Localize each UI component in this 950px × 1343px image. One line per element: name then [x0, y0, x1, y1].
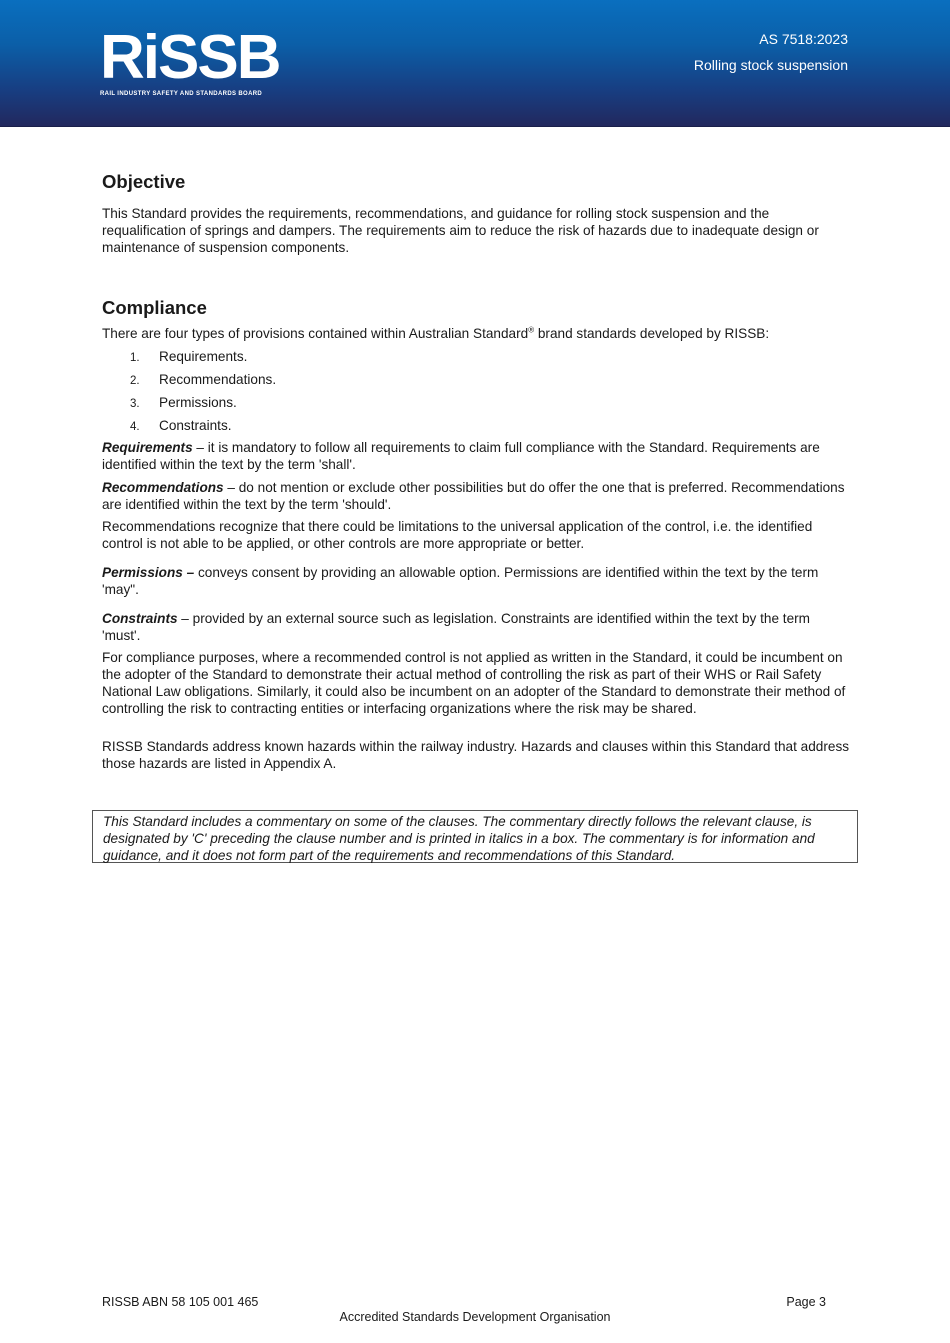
objective-text: This Standard provides the requirements, recommendations, and guidance for rolling stock suspension and the requalification of springs and dampers. The requirements aim to reduce the risk of hazards due to inadequate design or maintenance of suspension components. [102, 206, 819, 255]
recommendations-term: Recommendations [102, 480, 224, 495]
recommendations-note: Recommendations recognize that there could be limitations to the universal application of the control, i.e. the identified control is not able to be applied, or other controls are more appropriate or better. [102, 519, 813, 551]
intro-text-end: brand standards developed by RISSB: [534, 326, 770, 341]
compliance-intro [102, 325, 850, 342]
intro-text: There are four types of provisions contained within Australian Standard [102, 326, 529, 341]
footer-organisation: Accredited Standards Development Organisation [339, 1310, 611, 1324]
permissions-term: Permissions – [102, 565, 195, 580]
standard-title: Rolling stock suspension [693, 57, 848, 73]
constraints-term: Constraints [102, 611, 178, 626]
logo-wordmark: RiSSB [100, 23, 280, 92]
compliance-heading: Compliance [102, 297, 207, 318]
rissb-logo [100, 23, 280, 97]
recommendations-paragraph: Recommendations – do not mention or exclude other possibilities but do offer the one that is preferred. Recommendations are identified within the text by the term 'should'. [102, 480, 845, 512]
list-item: 3. Permissions. [130, 395, 237, 410]
footer-abn: RISSB ABN 58 105 001 465 [102, 1295, 259, 1309]
objective-heading: Objective [102, 171, 186, 192]
list-item: 1. Requirements. [130, 349, 248, 364]
list-item: 2. Recommendations. [130, 372, 277, 387]
requirements-term: Requirements [102, 440, 193, 455]
list-item: 4. Constraints. [130, 418, 232, 433]
constraints-paragraph: Constraints – provided by an external source such as legislation. Constraints are identified within the text by the term 'must'. [102, 611, 810, 643]
registered-mark: ® [528, 325, 535, 335]
logo-tagline: RAIL INDUSTRY SAFETY AND STANDARDS BOARD [100, 91, 263, 97]
standard-code: AS 7518:2023 [759, 31, 848, 47]
compliance-purposes-paragraph: For compliance purposes, where a recommended control is not applied as written in the Standard, it could be incumbent on the adopter of the Standard to demonstrate their actual method of controlling the risk as part of their WHS or Rail Safety National Law obligations. Similarly, it could also be incumbent on an adopter of the Standard to demonstrate their method of controlling the risk to contracting entities or interfacing organizations where the risk may be shared. [102, 650, 846, 716]
requirements-paragraph: Requirements – it is mandatory to follow all requirements to claim full compliance with the Standard. Requirements are identified within the text by the term 'shall'. [102, 440, 820, 472]
permissions-paragraph: Permissions – conveys consent by providing an allowable option. Permissions are identified within the text by the term 'may". [102, 565, 819, 597]
commentary-box: This Standard includes a commentary on some of the clauses. The commentary directly follows the relevant clause, is designated by 'C' preceding the clause number and is printed in italics in a box. The commentary is for information and guidance, and it does not form part of the requirements and recommendations of this Standard. [92, 810, 858, 863]
page-header [0, 0, 950, 127]
provision-types-list [102, 348, 276, 440]
hazards-paragraph: RISSB Standards address known hazards within the railway industry. Hazards and clauses within this Standard that address those hazards are listed in Appendix A. [102, 739, 850, 771]
footer-page-number: Page 3 [786, 1295, 826, 1309]
